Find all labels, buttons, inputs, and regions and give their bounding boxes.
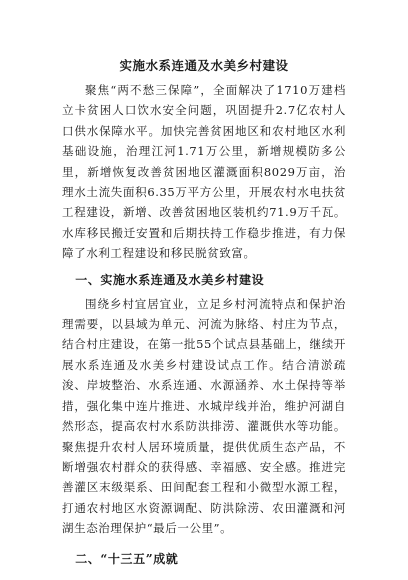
intro-paragraph: 聚焦“两不愁三保障”，全面解决了1710万建档立卡贫困人口饮水安全问题，巩固提升2.7亿农村人口供水保障水平。加快完善贫困地区和农村地区水利基础设施，治理江河1.71万公里，新增规模防多公里，新增恢复改善贫困地区灌溉面积8029万亩，治理水土流失面积6.35万平方公里，开展农村水电扶贫工程建设，新增、改善贫困地区装机约71.9万千瓦。水库移民搬迁安置和后期扶持工作稳步推进，有力保障了水利工程建设和移民脱贫致富。 [62,83,346,261]
document-title: 实施水系连通及水美乡村建设 [119,58,289,73]
section-paragraph-1: 围绕乡村宜居宜业，立足乡村河流特点和保护治理需要，以县域为单元、河流为脉络、村庄为节点，结合村庄建设，在第一批55个试点县基础上，继续开展水系连通及水美乡村建设试点工作。结合清淤疏浚、岸坡整治、水系连通、水源涵养、水土保持等举措，强化集中连片推进、水城岸线并治，维护河湖自然形态，提高农村水系防洪排涝、灌溉供水等功能。聚焦提升农村人居环境质量，提供优质生态产品，不断增强农村群众的获得感、幸福感、安全感。推进完善灌区末级渠系、田间配套工程和小微型水源工程，打通农村地区水资源调配、防洪除涝、农田灌溉和河湖生态治理保护“最后一公里”。 [62,296,346,536]
section-heading-2: 二、“十三五”成就 [75,551,179,566]
section-heading-1: 一、实施水系连通及水美乡村建设 [75,272,265,287]
